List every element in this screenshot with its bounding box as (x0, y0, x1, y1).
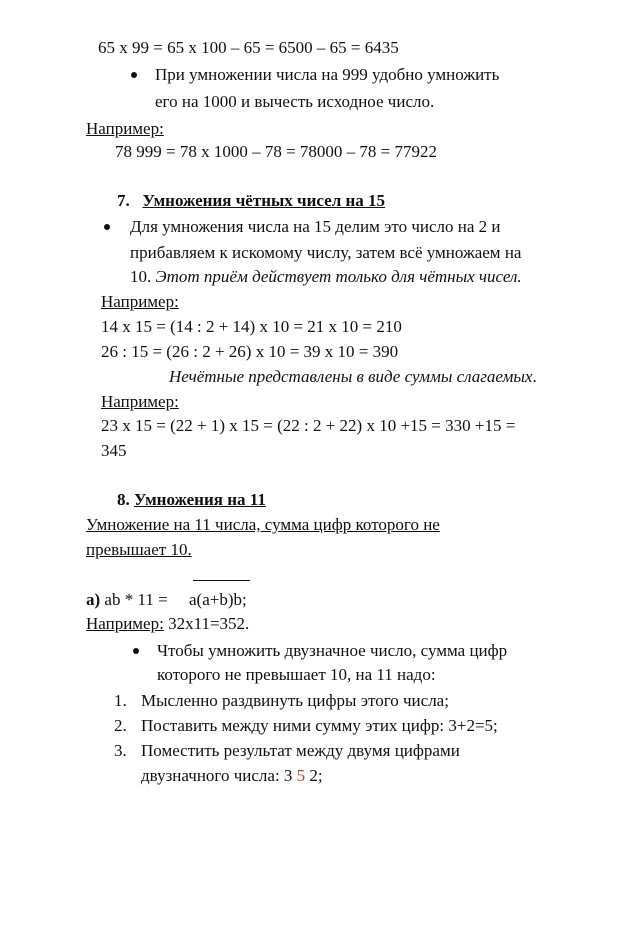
step-3-text: Поместить результат между двумя цифрами (141, 741, 460, 760)
bullet-999-line1: При умножении числа на 999 удобно умножить (155, 65, 500, 84)
section7-heading (117, 190, 385, 212)
step-2-text: Поставить между ними сумму этих цифр: 3+2=5; (141, 716, 498, 735)
section8-bullet-line2: которого не превышает 10, на 11 надо: (157, 665, 436, 684)
section8-subtitle-line1: Умножение на 11 числа, сумма цифр которого не (86, 515, 440, 534)
step-3-line2-suffix: 2; (305, 766, 323, 785)
section8-example: 32x11=352. (163, 614, 250, 633)
section7-example-label-2: Например: (101, 392, 179, 411)
section8-bullet-line1: Чтобы умножить двузначное число, сумма цифр (157, 641, 508, 660)
section7-example-3-line1: 23 x 15 = (22 + 1) x 15 = (22 : 2 + 22) x 10 +15 = 330 +15 = (101, 416, 516, 435)
section7-bullet-line3 (130, 266, 522, 288)
step-1-text: Мысленно раздвинуть цифры этого числа; (141, 691, 449, 710)
step-2-number: 2. (114, 716, 127, 735)
formula-overline (193, 580, 250, 581)
section8-number: 8. (117, 490, 130, 509)
section7-bullet-line2: прибавляем к искомому числу, затем всё умножаем на (130, 243, 522, 262)
formula-right: a(a+b)b; (189, 590, 247, 609)
section7-odd-note (169, 366, 537, 388)
bullet-icon (131, 72, 137, 78)
section7-bullet-line1: Для умножения числа на 15 делим это число на 2 и (130, 217, 501, 236)
section8-heading (117, 489, 266, 511)
section7-title: Умножения чётных чисел на 15 (142, 191, 386, 210)
section7-example-3-line2: 345 (101, 441, 127, 460)
section7-number: 7. (117, 191, 130, 210)
top-example-line: 65 x 99 = 65 x 100 – 65 = 6500 – 65 = 6435 (98, 38, 399, 57)
section7-odd-note-period: . (532, 367, 537, 386)
step-1-number: 1. (114, 691, 127, 710)
section7-odd-note-text: Нечётные представлены в виде суммы слагаемых (169, 367, 533, 386)
step-3-highlight-digit: 5 (296, 766, 306, 785)
example-999-line: 78 999 = 78 x 1000 – 78 = 78000 – 78 = 77922 (115, 142, 438, 161)
section7-bullet-line3-plain: 10. (130, 267, 156, 286)
bullet-999-line2: его на 1000 и вычесть исходное число. (155, 92, 435, 111)
section8-title: Умножения на 11 (134, 490, 266, 509)
section8-example-line (86, 613, 249, 635)
section8-formula (86, 589, 168, 611)
section7-example-2: 26 : 15 = (26 : 2 + 26) x 10 = 39 x 10 = 390 (101, 342, 399, 361)
section7-rule-note: Этот приём действует только для чётных чисел. (155, 267, 522, 286)
step-3-line2-prefix: двузначного числа: 3 (141, 766, 297, 785)
bullet-icon (133, 648, 139, 654)
bullet-icon (104, 224, 110, 230)
section7-example-label-1: Например: (101, 292, 179, 311)
step-3-number: 3. (114, 741, 127, 760)
section7-example-1: 14 x 15 = (14 : 2 + 14) x 10 = 21 x 10 = 210 (101, 317, 402, 336)
step-3-line2 (141, 765, 323, 787)
section8-subtitle-line2: превышает 10. (86, 540, 192, 559)
example-label: Например: (86, 119, 164, 138)
formula-left: ab * 11 = (100, 590, 168, 609)
section8-example-label: Например: (86, 614, 164, 633)
formula-label: а) (86, 590, 101, 609)
